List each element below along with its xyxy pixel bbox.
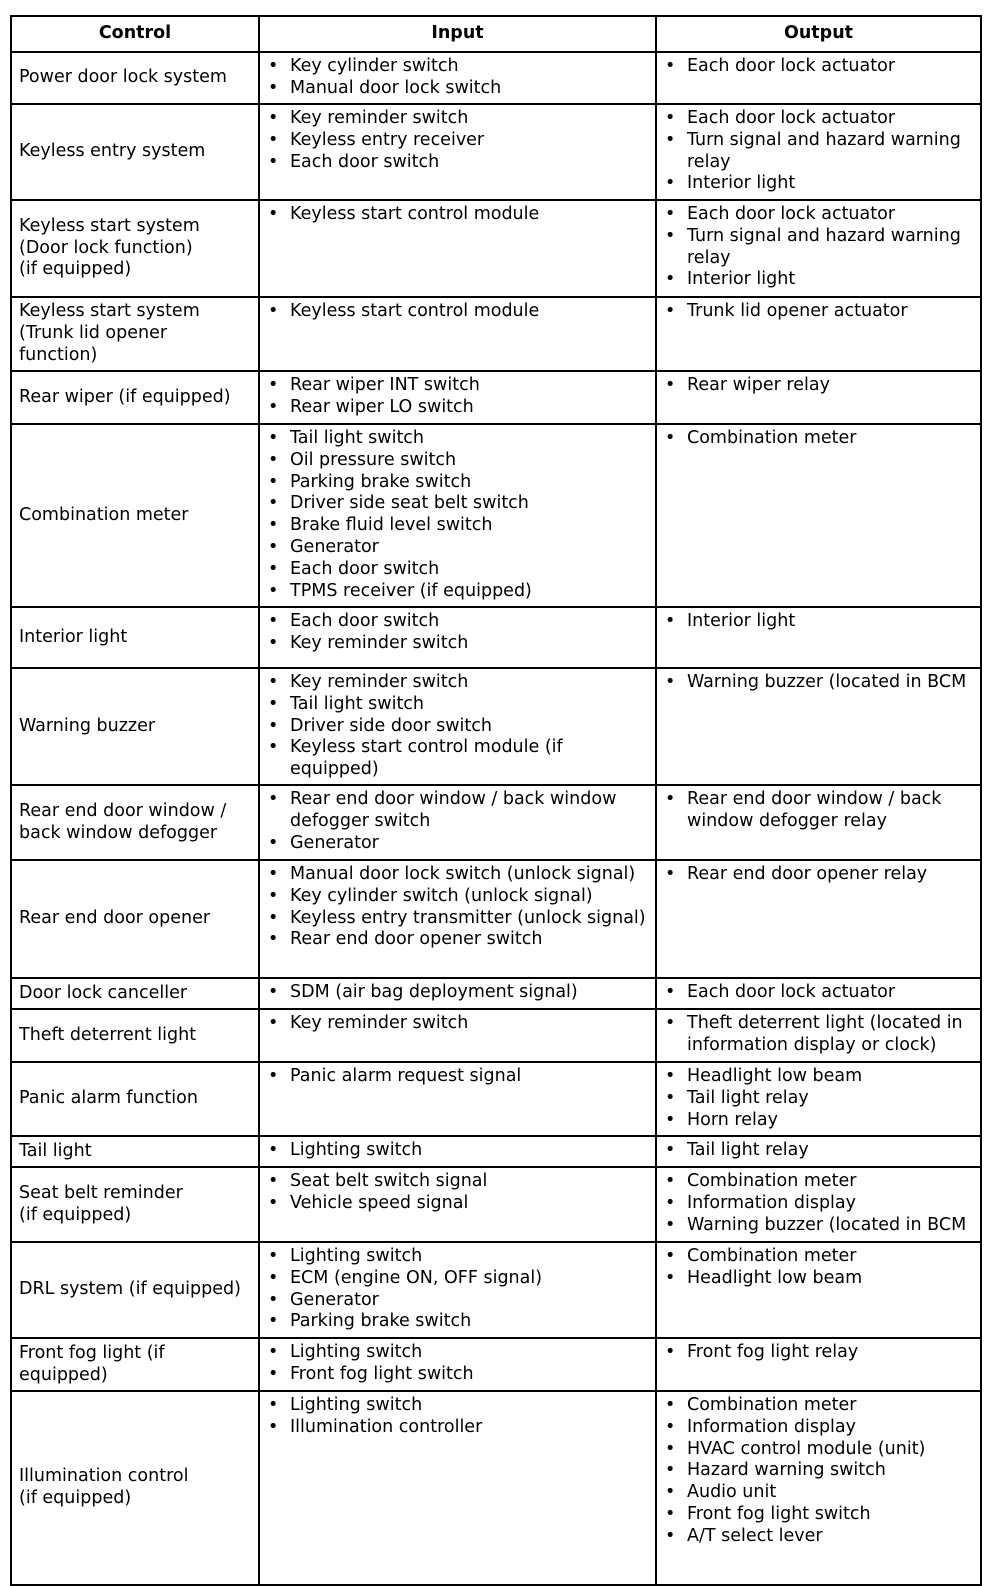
control-cell: [11, 1338, 259, 1391]
list-item: • Information display: [661, 1417, 976, 1439]
table-row: [11, 607, 981, 668]
control-cell: [11, 1167, 259, 1242]
list-item: • HVAC control module (unit): [661, 1439, 976, 1461]
output-list: [661, 611, 976, 633]
list-item: • Driver side seat belt switch: [264, 493, 651, 515]
input-list: [264, 1066, 651, 1088]
list-item: • Each door switch: [264, 152, 651, 174]
table-row: [11, 860, 981, 978]
list-item: • Lighting switch: [264, 1395, 651, 1417]
control-cell: [11, 371, 259, 424]
output-list: [661, 1066, 976, 1131]
table-row: [11, 52, 981, 104]
list-item: • Audio unit: [661, 1482, 976, 1504]
output-list: [661, 108, 976, 195]
control-cell: [11, 1242, 259, 1338]
list-item: • Hazard warning switch: [661, 1460, 976, 1482]
input-cell: [259, 1242, 656, 1338]
list-item: • Keyless entry receiver: [264, 130, 651, 152]
control-cell: [11, 1136, 259, 1167]
input-list: [264, 982, 651, 1004]
control-cell: [11, 104, 259, 200]
output-list: [661, 375, 976, 397]
control-line: Interior light: [19, 626, 128, 647]
input-list: [264, 864, 651, 951]
list-item: • Combination meter: [661, 1395, 976, 1417]
input-list: [264, 1171, 651, 1215]
list-item: • Keyless start control module: [264, 204, 651, 226]
input-cell: [259, 860, 656, 978]
list-item: • Tail light relay: [661, 1140, 976, 1162]
control-cell: [11, 1391, 259, 1585]
control-line: Power door lock system: [19, 67, 227, 88]
list-item: • Each door switch: [264, 559, 651, 581]
input-cell: [259, 978, 656, 1009]
table-row: [11, 1167, 981, 1242]
output-cell: [656, 371, 981, 424]
control-cell: [11, 52, 259, 104]
list-item: • Headlight low beam: [661, 1066, 976, 1088]
list-item: • Lighting switch: [264, 1342, 651, 1364]
output-list: [661, 301, 976, 323]
control-line: Keyless entry system: [19, 141, 206, 162]
output-cell: [656, 52, 981, 104]
list-item: • Combination meter: [661, 428, 976, 450]
table-row: [11, 978, 981, 1009]
table-row: [11, 1338, 981, 1391]
input-cell: [259, 1009, 656, 1062]
list-item: • SDM (air bag deployment signal): [264, 982, 651, 1004]
list-item: • Keyless start control module (if equipped): [264, 737, 651, 781]
list-item: • Generator: [264, 1290, 651, 1312]
list-item: • Tail light switch: [264, 694, 651, 716]
list-item: • Combination meter: [661, 1246, 976, 1268]
input-list: [264, 1140, 651, 1162]
list-item: • Key reminder switch: [264, 672, 651, 694]
control-cell: [11, 297, 259, 371]
output-list: [661, 1246, 976, 1290]
control-line: DRL system (if equipped): [19, 1279, 241, 1300]
input-list: [264, 301, 651, 323]
output-list: [661, 1013, 976, 1057]
input-list: [264, 1013, 651, 1035]
list-item: • Interior light: [661, 269, 976, 291]
list-item: • Keyless start control module: [264, 301, 651, 323]
table-row: [11, 297, 981, 371]
output-cell: [656, 668, 981, 785]
control-cell: [11, 860, 259, 978]
list-item: • Each door lock actuator: [661, 204, 976, 226]
control-cell: [11, 668, 259, 785]
list-item: • Warning buzzer (located in BCM: [661, 1215, 976, 1237]
control-line: Rear wiper (if equipped): [19, 386, 231, 407]
control-line: Tail light: [19, 1140, 92, 1161]
output-cell: [656, 1391, 981, 1585]
control-line: Seat belt reminder: [19, 1182, 183, 1203]
output-cell: [656, 200, 981, 297]
output-cell: [656, 1167, 981, 1242]
output-cell: [656, 785, 981, 860]
control-cell: [11, 200, 259, 297]
list-item: • Brake fluid level switch: [264, 515, 651, 537]
output-cell: [656, 424, 981, 607]
output-cell: [656, 1136, 981, 1167]
input-cell: [259, 1136, 656, 1167]
list-item: • Lighting switch: [264, 1140, 651, 1162]
output-cell: [656, 1062, 981, 1136]
list-item: • Panic alarm request signal: [264, 1066, 651, 1088]
table-body: [11, 52, 981, 1585]
header-input: Input: [259, 16, 656, 52]
list-item: • Each door lock actuator: [661, 56, 976, 78]
list-item: • Trunk lid opener actuator: [661, 301, 976, 323]
input-cell: [259, 607, 656, 668]
table-row: [11, 668, 981, 785]
output-list: [661, 789, 976, 833]
input-cell: [259, 297, 656, 371]
input-list: [264, 672, 651, 781]
input-list: [264, 1342, 651, 1386]
list-item: • Front fog light switch: [264, 1364, 651, 1386]
list-item: • Illumination controller: [264, 1417, 651, 1439]
control-line: Rear end door window /: [19, 800, 227, 821]
input-cell: [259, 200, 656, 297]
control-line: Rear end door opener: [19, 908, 211, 929]
list-item: • Headlight low beam: [661, 1268, 976, 1290]
list-item: • Manual door lock switch (unlock signal): [264, 864, 651, 886]
control-cell: [11, 785, 259, 860]
list-item: • Parking brake switch: [264, 472, 651, 494]
output-list: [661, 56, 976, 78]
control-line: equipped): [19, 1364, 108, 1385]
list-item: • Oil pressure switch: [264, 450, 651, 472]
list-item: • Turn signal and hazard warning relay: [661, 226, 976, 270]
input-list: [264, 204, 651, 226]
control-line: function): [19, 344, 98, 365]
control-line: Illumination control: [19, 1466, 189, 1487]
list-item: • Interior light: [661, 173, 976, 195]
list-item: • Driver side door switch: [264, 716, 651, 738]
table-row: [11, 1062, 981, 1136]
table-row: [11, 1009, 981, 1062]
list-item: • Rear wiper LO switch: [264, 397, 651, 419]
list-item: • Rear end door window / back window defogger switch: [264, 789, 651, 833]
output-cell: [656, 297, 981, 371]
input-cell: [259, 668, 656, 785]
list-item: • Generator: [264, 833, 651, 855]
output-cell: [656, 104, 981, 200]
output-cell: [656, 1242, 981, 1338]
list-item: • Each door switch: [264, 611, 651, 633]
output-cell: [656, 1009, 981, 1062]
table-row: [11, 371, 981, 424]
control-line: Panic alarm function: [19, 1088, 198, 1109]
list-item: • Key reminder switch: [264, 1013, 651, 1035]
list-item: • Key reminder switch: [264, 633, 651, 655]
list-item: • Parking brake switch: [264, 1311, 651, 1333]
list-item: • Interior light: [661, 611, 976, 633]
table-row: [11, 1242, 981, 1338]
output-cell: [656, 860, 981, 978]
control-line: Theft deterrent light: [19, 1024, 197, 1045]
control-line: Combination meter: [19, 504, 189, 525]
table-row: [11, 785, 981, 860]
input-cell: [259, 1391, 656, 1585]
input-cell: [259, 371, 656, 424]
control-line: Keyless start system: [19, 215, 200, 236]
list-item: • A/T select lever: [661, 1526, 976, 1548]
control-cell: [11, 978, 259, 1009]
output-list: [661, 1140, 976, 1162]
input-cell: [259, 424, 656, 607]
control-line: (if equipped): [19, 1204, 132, 1225]
list-item: • Key cylinder switch (unlock signal): [264, 886, 651, 908]
output-list: [661, 1171, 976, 1236]
list-item: • Lighting switch: [264, 1246, 651, 1268]
output-cell: [656, 607, 981, 668]
input-list: [264, 1246, 651, 1333]
output-list: [661, 672, 976, 694]
list-item: • Rear end door opener relay: [661, 864, 976, 886]
output-cell: [656, 978, 981, 1009]
table-row: [11, 1391, 981, 1585]
header-row: [11, 16, 981, 52]
control-io-table: [10, 15, 982, 1586]
output-list: [661, 1342, 976, 1364]
list-item: • Keyless entry transmitter (unlock signal): [264, 908, 651, 930]
list-item: • Manual door lock switch: [264, 78, 651, 100]
control-line: (Door lock function): [19, 237, 193, 258]
list-item: • Key reminder switch: [264, 108, 651, 130]
list-item: • Tail light relay: [661, 1088, 976, 1110]
header-control: Control: [11, 16, 259, 52]
list-item: • Seat belt switch signal: [264, 1171, 651, 1193]
control-line: Keyless start system: [19, 301, 200, 322]
control-cell: [11, 1062, 259, 1136]
input-cell: [259, 1338, 656, 1391]
list-item: • Generator: [264, 537, 651, 559]
list-item: • ECM (engine ON, OFF signal): [264, 1268, 651, 1290]
table-row: [11, 104, 981, 200]
control-line: Warning buzzer: [19, 715, 156, 736]
list-item: • Turn signal and hazard warning relay: [661, 130, 976, 174]
control-line: (Trunk lid opener: [19, 323, 168, 344]
header-output: Output: [656, 16, 981, 52]
table-row: [11, 200, 981, 297]
input-list: [264, 56, 651, 100]
input-cell: [259, 785, 656, 860]
output-list: [661, 864, 976, 886]
list-item: • Each door lock actuator: [661, 108, 976, 130]
input-cell: [259, 1167, 656, 1242]
list-item: • TPMS receiver (if equipped): [264, 581, 651, 603]
list-item: • Combination meter: [661, 1171, 976, 1193]
control-cell: [11, 1009, 259, 1062]
list-item: • Tail light switch: [264, 428, 651, 450]
control-line: back window defogger: [19, 822, 218, 843]
list-item: • Horn relay: [661, 1110, 976, 1132]
list-item: • Each door lock actuator: [661, 982, 976, 1004]
control-line: Door lock canceller: [19, 982, 188, 1003]
output-list: [661, 982, 976, 1004]
control-cell: [11, 607, 259, 668]
list-item: • Vehicle speed signal: [264, 1193, 651, 1215]
input-list: [264, 611, 651, 655]
list-item: • Rear wiper INT switch: [264, 375, 651, 397]
input-list: [264, 789, 651, 854]
list-item: • Front fog light switch: [661, 1504, 976, 1526]
list-item: • Theft deterrent light (located in information display or clock): [661, 1013, 976, 1057]
control-cell: [11, 424, 259, 607]
input-list: [264, 375, 651, 419]
input-cell: [259, 104, 656, 200]
control-line: Front fog light (if: [19, 1342, 165, 1363]
output-cell: [656, 1338, 981, 1391]
table-row: [11, 1136, 981, 1167]
list-item: • Front fog light relay: [661, 1342, 976, 1364]
output-list: [661, 428, 976, 450]
list-item: • Rear wiper relay: [661, 375, 976, 397]
input-cell: [259, 52, 656, 104]
table-row: [11, 424, 981, 607]
list-item: • Rear end door opener switch: [264, 929, 651, 951]
input-list: [264, 428, 651, 602]
control-line: (if equipped): [19, 1488, 132, 1508]
list-item: • Information display: [661, 1193, 976, 1215]
list-item: • Warning buzzer (located in BCM: [661, 672, 976, 694]
control-line: (if equipped): [19, 259, 132, 280]
output-list: [661, 1395, 976, 1548]
output-list: [661, 204, 976, 291]
input-cell: [259, 1062, 656, 1136]
list-item: • Rear end door window / back window defogger relay: [661, 789, 976, 833]
list-item: • Key cylinder switch: [264, 56, 651, 78]
input-list: [264, 108, 651, 173]
input-list: [264, 1395, 651, 1439]
